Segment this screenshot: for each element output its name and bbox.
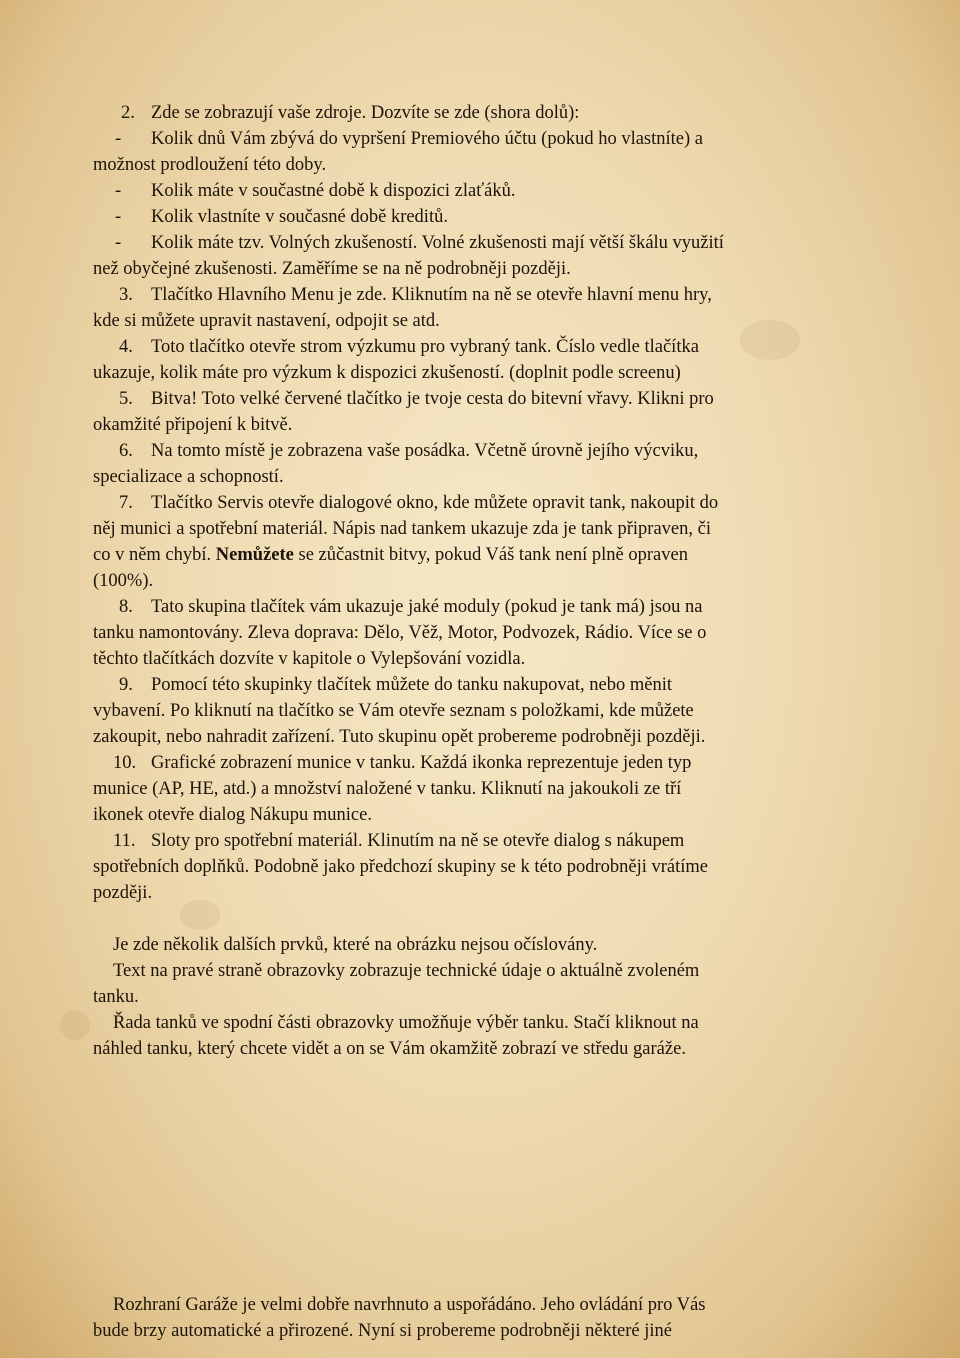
list-item-9-cont: vybavení. Po kliknutí na tlačítko se Vám otevře seznam s položkami, kde můžete [93,701,694,721]
dash-item-2: - Kolik máte v součastné době k dispozici zlaťáků. [115,181,516,201]
list-item-2: 2. Zde se zobrazují vaše zdroje. Dozvíte se zde (shora dolů): [121,103,580,123]
extra-paragraph-1: Je zde několik dalších prvků, které na obrázku nejsou očíslovány. [113,935,598,955]
list-item-6-cont: specializace a schopností. [93,467,284,487]
document-body [93,100,853,1062]
footer-paragraph [93,1292,853,1344]
list-item-7-cont2: co v něm chybí. Nemůžete se zůčastnit bitvy, pokud Váš tank není plně opraven [93,545,688,565]
extra-paragraph-2: Text na pravé straně obrazovky zobrazuje technické údaje o aktuálně zvoleném [113,961,700,981]
emphasis-text: Nemůžete [215,545,294,565]
list-item-8-cont2: těchto tlačítkách dozvíte v kapitole o Vylepšování vozidla. [93,649,526,669]
list-item-5-cont: okamžité připojení k bitvě. [93,415,293,435]
spacer [93,906,853,932]
dash-item-1: - Kolik dnů Vám zbývá do vypršení Premiového účtu (pokud ho vlastníte) a [115,129,703,149]
list-item-11: 11. Sloty pro spotřební materiál. Klinutím na ně se otevře dialog s nákupem [113,831,685,851]
extra-paragraph-2-cont: tanku. [93,987,139,1007]
list-item-10: 10. Grafické zobrazení munice v tanku. Každá ikonka reprezentuje jeden typ [113,753,692,773]
dash-item-3: - Kolik vlastníte v současné době kreditů. [115,207,448,227]
list-item-10-cont2: ikonek otevře dialog Nákupu munice. [93,805,372,825]
list-item-11-cont2: později. [93,883,153,903]
list-item-3-cont: kde si můžete upravit nastavení, odpojit se atd. [93,311,440,331]
extra-paragraph-3: Řada tanků ve spodní části obrazovky umožňuje výběr tanku. Stačí kliknout na [113,1013,699,1033]
list-item-7-cont: něj munici a spotřební materiál. Nápis nad tankem ukazuje zda je tank připraven, či [93,519,711,539]
list-item-7: 7. Tlačítko Servis otevře dialogové okno, kde můžete opravit tank, nakoupit do [119,493,719,513]
list-item-11-cont: spotřebních doplňků. Podobně jako předchozí skupiny se k této podrobněji vrátíme [93,857,709,877]
dash-item-4-cont: než obyčejné zkušenosti. Zaměříme se na ně podrobněji později. [93,259,571,279]
list-item-7-cont3: (100%). [93,571,154,591]
list-item-9: 9. Pomocí této skupinky tlačítek můžete do tanku nakupovat, nebo měnit [119,675,672,695]
list-item-8-cont: tanku namontovány. Zleva doprava: Dělo, Věž, Motor, Podvozek, Rádio. Více se o [93,623,707,643]
footer-line-2: bude brzy automatické a přirozené. Nyní si probereme podrobněji některé jiné [93,1321,672,1341]
list-item-4: 4. Toto tlačítko otevře strom výzkumu pro vybraný tank. Číslo vedle tlačítka [119,337,699,357]
list-item-5: 5. Bitva! Toto velké červené tlačítko je tvoje cesta do bitevní vřavy. Klikni pro [119,389,714,409]
list-item-9-cont2: zakoupit, nebo nahradit zařízení. Tuto skupinu opět probereme podrobněji později. [93,727,706,747]
list-item-4-cont: ukazuje, kolik máte pro výzkum k dispozici zkušeností. (doplnit podle screenu) [93,363,681,383]
list-item-3: 3. Tlačítko Hlavního Menu je zde. Kliknutím na ně se otevře hlavní menu hry, [119,285,712,305]
footer-line-1: Rozhraní Garáže je velmi dobře navrhnuto a uspořádáno. Jeho ovládání pro Vás [113,1295,706,1315]
dash-item-1-cont: možnost prodloužení této doby. [93,155,327,175]
list-item-10-cont: munice (AP, HE, atd.) a množství naložené v tanku. Kliknutí na jakoukoli ze tří [93,779,682,799]
list-item-6: 6. Na tomto místě je zobrazena vaše posádka. Včetně úrovně jejího výcviku, [119,441,699,461]
list-item-8: 8. Tato skupina tlačítek vám ukazuje jaké moduly (pokud je tank má) jsou na [119,597,703,617]
dash-item-4: - Kolik máte tzv. Volných zkušeností. Volné zkušenosti mají větší škálu využití [115,233,724,253]
extra-paragraph-3-cont: náhled tanku, který chcete vidět a on se Vám okamžitě zobrazí ve středu garáže. [93,1039,686,1059]
